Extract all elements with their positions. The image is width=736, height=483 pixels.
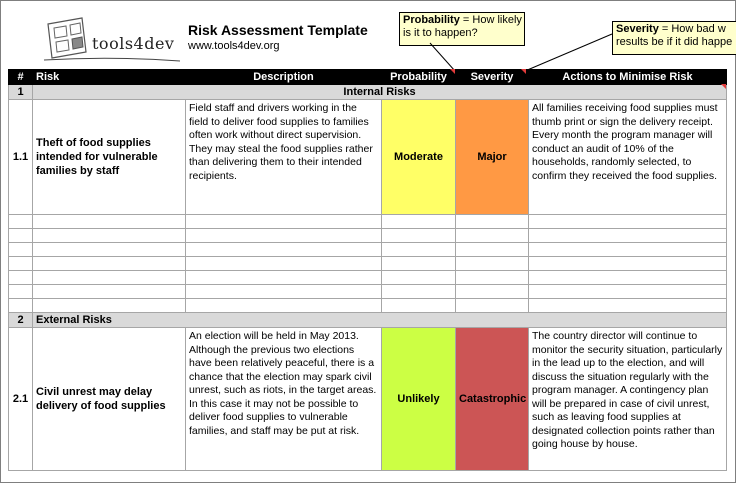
empty-row xyxy=(9,299,727,313)
empty-row xyxy=(9,229,727,243)
col-header-num[interactable]: # xyxy=(9,70,33,85)
empty-cell[interactable] xyxy=(456,215,529,229)
probability-cell[interactable]: Unlikely xyxy=(382,328,456,471)
empty-cell[interactable] xyxy=(456,229,529,243)
section-label[interactable]: External Risks xyxy=(33,313,727,328)
empty-cell[interactable] xyxy=(33,299,186,313)
empty-cell[interactable] xyxy=(382,257,456,271)
probability-comment-text: = How likely xyxy=(459,14,522,26)
empty-cell[interactable] xyxy=(456,285,529,299)
probability-comment-label: Probability xyxy=(403,14,460,26)
empty-cell[interactable] xyxy=(9,299,33,313)
section-number[interactable]: 1 xyxy=(9,85,33,100)
col-header-probability[interactable]: Probability xyxy=(382,70,456,85)
page-title: Risk Assessment Template xyxy=(188,22,368,38)
empty-cell[interactable] xyxy=(186,257,382,271)
section-number[interactable]: 2 xyxy=(9,313,33,328)
description-cell[interactable]: An election will be held in May 2013. Although the previous two elections have been relatively peaceful, there is a chance that the election may spark civil unrest, such as riots, in the target areas. In this case it may not be possible to deliver food supplies to vulnerable families, and staff may be put at risk. xyxy=(186,328,382,471)
empty-row xyxy=(9,243,727,257)
empty-row xyxy=(9,285,727,299)
logo-text: tools4dev xyxy=(92,34,175,53)
col-header-severity[interactable]: Severity xyxy=(456,70,529,85)
empty-cell[interactable] xyxy=(186,215,382,229)
empty-cell[interactable] xyxy=(9,285,33,299)
empty-cell[interactable] xyxy=(186,271,382,285)
empty-cell[interactable] xyxy=(33,257,186,271)
row-number[interactable]: 1.1 xyxy=(9,100,33,215)
empty-cell[interactable] xyxy=(382,215,456,229)
actions-cell[interactable]: All families receiving food supplies must thumb print or sign the delivery receipt. Every month the program manager will conduct an audit of 10% of the households, randomly selected, to confirm they received the food supplies. xyxy=(529,100,727,215)
empty-cell[interactable] xyxy=(382,299,456,313)
row-number[interactable]: 2.1 xyxy=(9,328,33,471)
empty-cell[interactable] xyxy=(186,285,382,299)
empty-row xyxy=(9,271,727,285)
empty-cell[interactable] xyxy=(9,215,33,229)
risk-table xyxy=(8,69,727,471)
empty-cell[interactable] xyxy=(382,285,456,299)
table-row xyxy=(9,100,727,215)
empty-cell[interactable] xyxy=(9,271,33,285)
empty-cell[interactable] xyxy=(456,299,529,313)
empty-cell[interactable] xyxy=(186,229,382,243)
table-row xyxy=(9,328,727,471)
empty-row xyxy=(9,215,727,229)
severity-comment-label: Severity xyxy=(616,23,659,35)
empty-cell[interactable] xyxy=(9,243,33,257)
actions-cell[interactable]: The country director will continue to monitor the security situation, particularly in the lead up to the election, and will discuss the situation regularly with the program manager. A contingency plan will be prepared in case of civil unrest, such as leaving food supplies at designated collection points rather than going house by house. xyxy=(529,328,727,471)
empty-cell[interactable] xyxy=(529,299,727,313)
empty-cell[interactable] xyxy=(456,257,529,271)
empty-cell[interactable] xyxy=(9,229,33,243)
severity-comment-text2: results be if it did happe xyxy=(616,36,733,48)
probability-comment-text2: is it to happen? xyxy=(403,27,478,39)
empty-row xyxy=(9,257,727,271)
empty-cell[interactable] xyxy=(33,271,186,285)
empty-cell[interactable] xyxy=(186,299,382,313)
section-row-external xyxy=(9,313,727,328)
empty-cell[interactable] xyxy=(382,271,456,285)
empty-cell[interactable] xyxy=(456,243,529,257)
empty-cell[interactable] xyxy=(33,229,186,243)
col-header-actions[interactable]: Actions to Minimise Risk xyxy=(529,70,727,85)
empty-cell[interactable] xyxy=(529,285,727,299)
severity-comment-text: = How bad w xyxy=(658,23,726,35)
empty-cell[interactable] xyxy=(529,243,727,257)
description-cell[interactable]: Field staff and drivers working in the field to deliver food supplies to families often work without direct supervision. They may steal the food supplies rather than delivering them to their intended recipients. xyxy=(186,100,382,215)
empty-cell[interactable] xyxy=(529,257,727,271)
empty-cell[interactable] xyxy=(382,229,456,243)
site-url[interactable]: www.tools4dev.org xyxy=(188,40,280,52)
empty-cell[interactable] xyxy=(33,243,186,257)
col-header-description[interactable]: Description xyxy=(186,70,382,85)
empty-cell[interactable] xyxy=(382,243,456,257)
probability-cell[interactable]: Moderate xyxy=(382,100,456,215)
comment-indicator-severity xyxy=(521,69,526,74)
empty-cell[interactable] xyxy=(529,215,727,229)
empty-cell[interactable] xyxy=(529,271,727,285)
col-header-risk[interactable]: Risk xyxy=(33,70,186,85)
risk-cell[interactable]: Theft of food supplies intended for vulnerable families by staff xyxy=(33,100,186,215)
severity-cell[interactable]: Catastrophic xyxy=(456,328,529,471)
comment-indicator-actions xyxy=(721,84,726,89)
empty-cell[interactable] xyxy=(9,257,33,271)
empty-cell[interactable] xyxy=(529,229,727,243)
risk-cell[interactable]: Civil unrest may delay delivery of food supplies xyxy=(33,328,186,471)
empty-cell[interactable] xyxy=(456,271,529,285)
comment-indicator-probability xyxy=(450,69,455,74)
severity-cell[interactable]: Major xyxy=(456,100,529,215)
table-header-row xyxy=(9,70,727,85)
empty-cell[interactable] xyxy=(186,243,382,257)
empty-cell[interactable] xyxy=(33,285,186,299)
empty-cell[interactable] xyxy=(33,215,186,229)
section-row-internal xyxy=(9,85,727,100)
section-label[interactable]: Internal Risks xyxy=(33,85,727,100)
